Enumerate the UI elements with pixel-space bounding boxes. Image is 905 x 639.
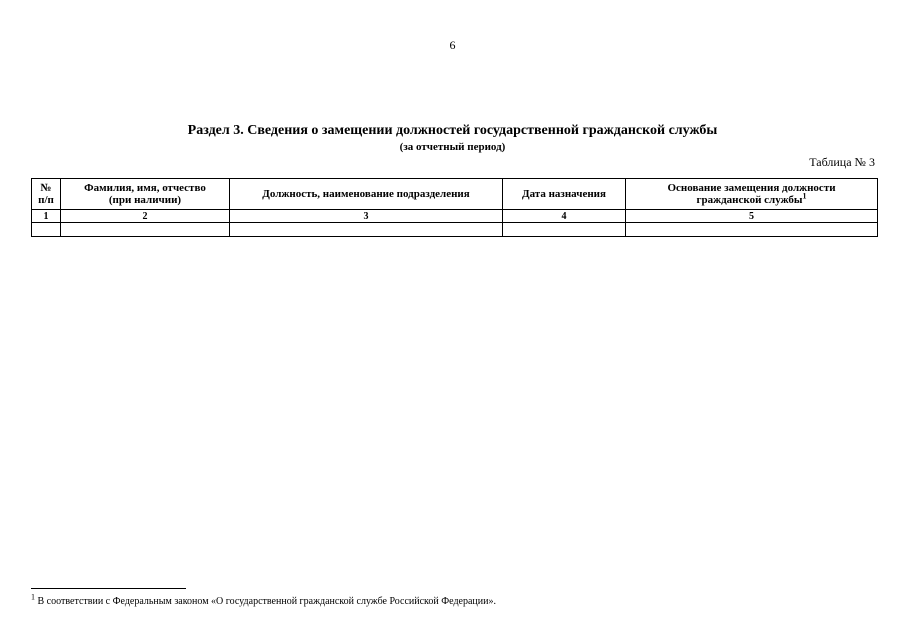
header-cell-basis: [626, 179, 878, 210]
header-cell-appointment-date: [503, 179, 626, 210]
header-full-name-line-2: (при наличии): [108, 194, 182, 206]
header-cell-full-name: [61, 179, 230, 210]
header-cell-number: [32, 179, 61, 210]
table-row: [32, 223, 878, 237]
header-full-name-line-1: Фамилия, имя, отчество: [84, 182, 206, 194]
header-basis-line-2: гражданской службы: [696, 194, 803, 206]
header-basis-line-1: Основание замещения должности: [667, 182, 836, 194]
table-cell[interactable]: [32, 223, 61, 237]
header-number-line-1: №: [40, 182, 52, 194]
section-title: Раздел 3. Сведения о замещении должностей государственной гражданской службы: [187, 123, 718, 138]
table-label: Таблица № 3: [809, 155, 875, 169]
footnote-reference: 1: [802, 191, 807, 201]
table-cell[interactable]: [61, 223, 230, 237]
table-cell[interactable]: [626, 223, 878, 237]
column-number-cell: 5: [626, 210, 878, 223]
page-number: 6: [449, 38, 456, 52]
column-number-row: [32, 210, 878, 223]
header-number-line-2: п/п: [38, 194, 54, 206]
footnote-text: В соответствии с Федеральным законом «О государственной гражданской службе Российской Федерации».: [35, 596, 496, 607]
header-position-line-1: Должность, наименование подразделения: [262, 188, 470, 200]
table-cell[interactable]: [503, 223, 626, 237]
header-cell-position: [230, 179, 503, 210]
header-row: [32, 179, 878, 210]
footnote-marker: 1: [31, 592, 35, 602]
staff-table: [31, 178, 878, 237]
table-cell[interactable]: [230, 223, 503, 237]
header-date-line-1: Дата назначения: [522, 188, 606, 200]
column-number-cell: 1: [32, 210, 61, 223]
section-subtitle: (за отчетный период): [399, 141, 506, 153]
footnote: [31, 592, 496, 607]
footnote-separator: [31, 588, 186, 589]
column-number-cell: 2: [61, 210, 230, 223]
column-number-cell: 3: [230, 210, 503, 223]
column-number-cell: 4: [503, 210, 626, 223]
